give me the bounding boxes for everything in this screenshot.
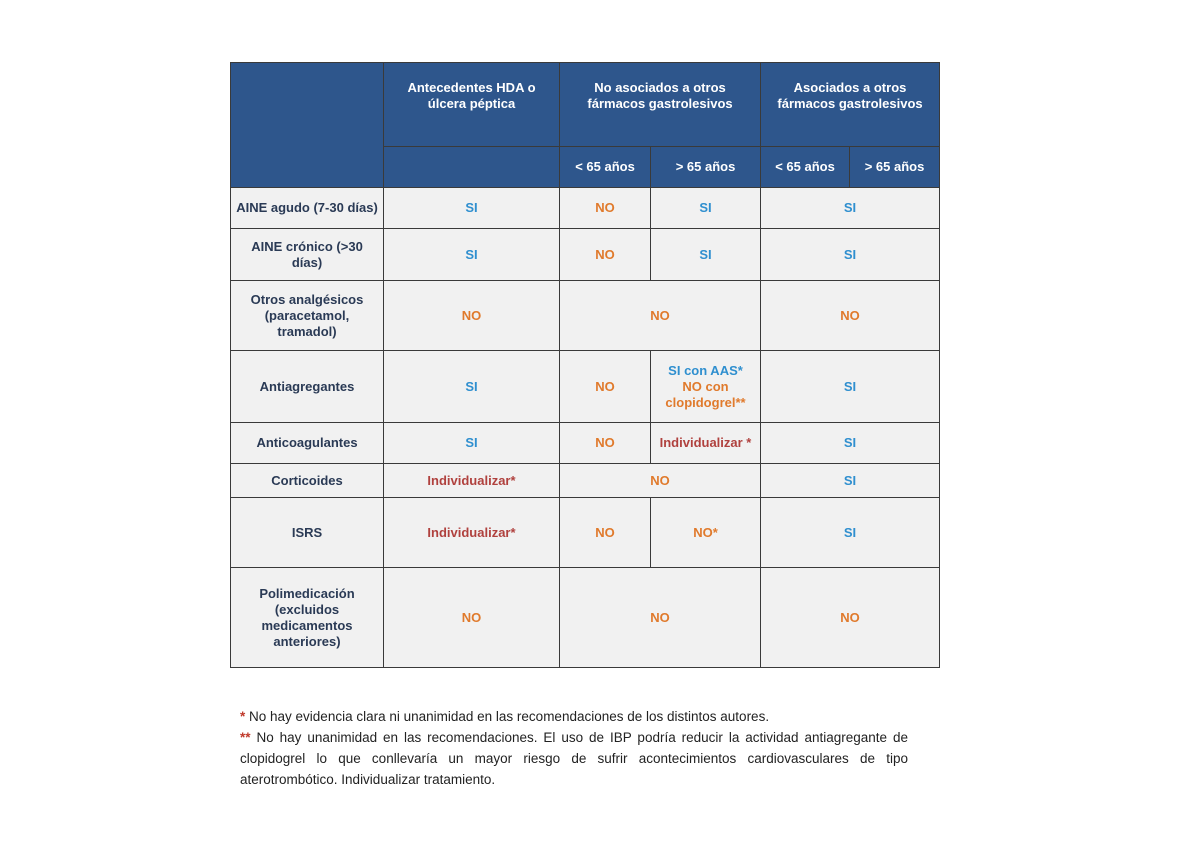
cell-antecedentes: Individualizar* [384, 464, 560, 498]
cell-gt65: NO* [651, 498, 761, 568]
cell-antecedentes: SI [384, 188, 560, 229]
cell-gt65 [651, 351, 761, 423]
row-label: Otros analgésicos (paracetamol, tramadol) [231, 281, 384, 351]
recommendation-table [230, 62, 940, 668]
table-row [231, 351, 940, 423]
table-row [231, 188, 940, 229]
row-label: Antiagregantes [231, 351, 384, 423]
cell-asociados: SI [761, 229, 940, 281]
table-row [231, 423, 940, 464]
cell-lt65: NO [560, 188, 651, 229]
header-asociados: Asociados a otros fármacos gastrolesivos [761, 63, 940, 147]
header-lt65-asociados: < 65 años [761, 147, 850, 188]
row-label: Anticoagulantes [231, 423, 384, 464]
header-gt65-no-asociados: > 65 años [651, 147, 761, 188]
footnote-2 [240, 727, 908, 790]
table-row [231, 281, 940, 351]
cell-gt65: Individualizar * [651, 423, 761, 464]
footnote-2-mark: ** [240, 730, 251, 745]
cell-lt65: NO [560, 498, 651, 568]
table-row [231, 229, 940, 281]
cell-asociados: NO [761, 281, 940, 351]
header-empty [384, 147, 560, 188]
cell-antecedentes: Individualizar* [384, 498, 560, 568]
footnote-1-mark: * [240, 709, 246, 724]
footnote-2-text: No hay unanimidad en las recomendaciones. El uso de IBP podría reducir la actividad antiagregante de clopidogrel lo que conllevaría un mayor riesgo de sufrir acontecimientos cardiovasculares de tipo aterotrombótico. Individualizar tratamiento. [240, 730, 908, 787]
cell-antecedentes: SI [384, 423, 560, 464]
table-row [231, 464, 940, 498]
table-row [231, 498, 940, 568]
cell-lt65: NO [560, 351, 651, 423]
cell-antecedentes: NO [384, 281, 560, 351]
header-no-asociados: No asociados a otros fármacos gastrolesivos [560, 63, 761, 147]
row-label: ISRS [231, 498, 384, 568]
cell-no-asociados: NO [560, 568, 761, 668]
header-corner [231, 63, 384, 188]
cell-antecedentes: SI [384, 351, 560, 423]
row-label: Polimedicación (excluidos medicamentos anteriores) [231, 568, 384, 668]
cell-asociados: SI [761, 464, 940, 498]
footnotes [240, 706, 908, 790]
header-antecedentes: Antecedentes HDA o úlcera péptica [384, 63, 560, 147]
cell-gt65-no-line: NO con clopidogrel** [665, 378, 746, 410]
header-gt65-asociados: > 65 años [850, 147, 940, 188]
cell-no-asociados: NO [560, 464, 761, 498]
cell-gt65-si-line: SI con AAS* [668, 362, 743, 378]
footnote-1-text: No hay evidencia clara ni unanimidad en las recomendaciones de los distintos autores. [245, 709, 770, 724]
cell-asociados: SI [761, 351, 940, 423]
cell-antecedentes: SI [384, 229, 560, 281]
footnote-1 [240, 706, 908, 727]
cell-antecedentes: NO [384, 568, 560, 668]
cell-asociados: NO [761, 568, 940, 668]
row-label: AINE crónico (>30 días) [231, 229, 384, 281]
cell-lt65: NO [560, 229, 651, 281]
cell-lt65: NO [560, 423, 651, 464]
cell-asociados: SI [761, 498, 940, 568]
cell-no-asociados: NO [560, 281, 761, 351]
row-label: Corticoides [231, 464, 384, 498]
cell-asociados: SI [761, 188, 940, 229]
cell-gt65: SI [651, 188, 761, 229]
cell-asociados: SI [761, 423, 940, 464]
header-lt65-no-asociados: < 65 años [560, 147, 651, 188]
cell-gt65: SI [651, 229, 761, 281]
row-label: AINE agudo (7-30 días) [231, 188, 384, 229]
table-row [231, 568, 940, 668]
